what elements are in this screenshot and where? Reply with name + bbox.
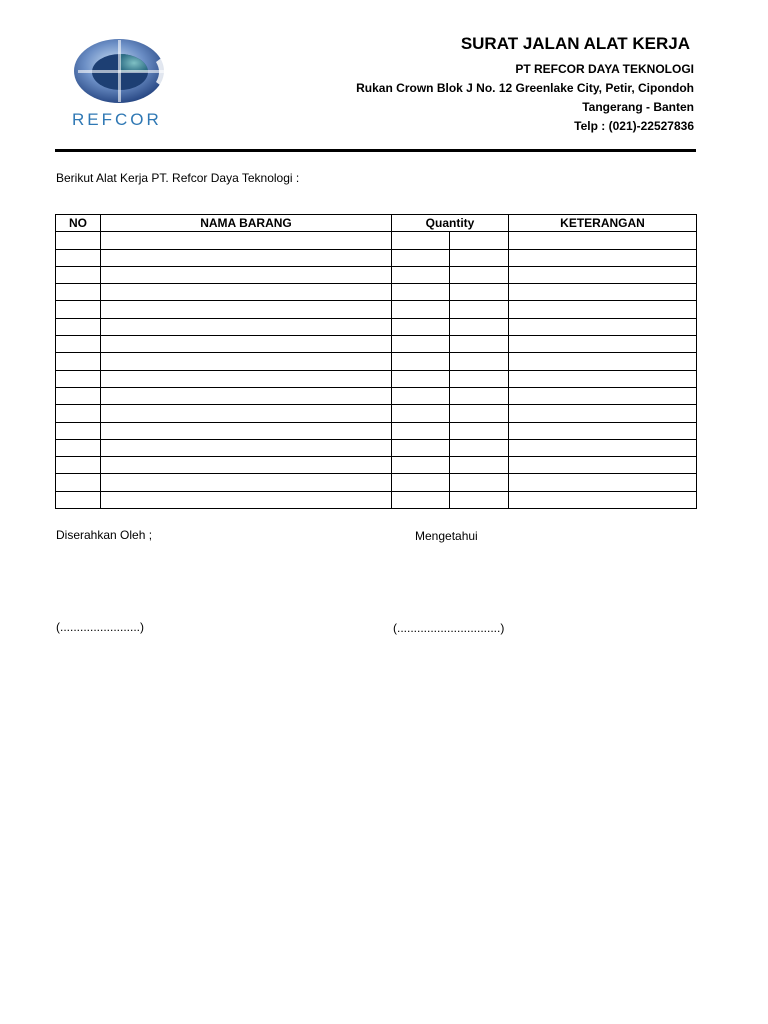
cell-quantity[interactable] xyxy=(392,249,450,266)
cell-no[interactable] xyxy=(56,353,101,370)
cell-no[interactable] xyxy=(56,457,101,474)
cell-nama-barang[interactable] xyxy=(101,491,392,508)
cell-keterangan[interactable] xyxy=(509,474,697,491)
cell-quantity-unit[interactable] xyxy=(450,422,509,439)
cell-nama-barang[interactable] xyxy=(101,474,392,491)
cell-keterangan[interactable] xyxy=(509,439,697,456)
cell-quantity[interactable] xyxy=(392,370,450,387)
table-row xyxy=(56,387,697,404)
cell-nama-barang[interactable] xyxy=(101,266,392,283)
cell-quantity-unit[interactable] xyxy=(450,301,509,318)
table-row xyxy=(56,370,697,387)
cell-no[interactable] xyxy=(56,266,101,283)
column-header-nama-barang: NAMA BARANG xyxy=(101,215,392,232)
cell-keterangan[interactable] xyxy=(509,353,697,370)
cell-keterangan[interactable] xyxy=(509,336,697,353)
cell-quantity-unit[interactable] xyxy=(450,405,509,422)
table-body xyxy=(56,232,697,509)
cell-keterangan[interactable] xyxy=(509,370,697,387)
cell-quantity-unit[interactable] xyxy=(450,491,509,508)
cell-nama-barang[interactable] xyxy=(101,353,392,370)
column-header-keterangan: KETERANGAN xyxy=(509,215,697,232)
cell-no[interactable] xyxy=(56,422,101,439)
cell-no[interactable] xyxy=(56,232,101,249)
cell-quantity[interactable] xyxy=(392,301,450,318)
cell-quantity-unit[interactable] xyxy=(450,370,509,387)
cell-keterangan[interactable] xyxy=(509,301,697,318)
cell-quantity-unit[interactable] xyxy=(450,387,509,404)
refcor-logo-icon xyxy=(70,36,168,110)
cell-keterangan[interactable] xyxy=(509,318,697,335)
cell-keterangan[interactable] xyxy=(509,232,697,249)
header-divider xyxy=(55,149,696,152)
cell-nama-barang[interactable] xyxy=(101,422,392,439)
cell-quantity-unit[interactable] xyxy=(450,232,509,249)
cell-quantity-unit[interactable] xyxy=(450,284,509,301)
cell-nama-barang[interactable] xyxy=(101,439,392,456)
table-row xyxy=(56,422,697,439)
items-table xyxy=(55,214,697,509)
table-row xyxy=(56,284,697,301)
cell-nama-barang[interactable] xyxy=(101,249,392,266)
cell-quantity[interactable] xyxy=(392,353,450,370)
table-row xyxy=(56,232,697,249)
cell-quantity-unit[interactable] xyxy=(450,336,509,353)
table-row xyxy=(56,457,697,474)
cell-nama-barang[interactable] xyxy=(101,301,392,318)
cell-nama-barang[interactable] xyxy=(101,232,392,249)
cell-nama-barang[interactable] xyxy=(101,284,392,301)
cell-no[interactable] xyxy=(56,249,101,266)
cell-no[interactable] xyxy=(56,474,101,491)
letterhead xyxy=(356,34,694,136)
table-row xyxy=(56,318,697,335)
table-row xyxy=(56,266,697,283)
table-row xyxy=(56,405,697,422)
cell-quantity-unit[interactable] xyxy=(450,318,509,335)
cell-quantity[interactable] xyxy=(392,457,450,474)
company-logo xyxy=(66,34,178,134)
cell-no[interactable] xyxy=(56,301,101,318)
cell-nama-barang[interactable] xyxy=(101,457,392,474)
table-row xyxy=(56,439,697,456)
cell-keterangan[interactable] xyxy=(509,405,697,422)
document-title: SURAT JALAN ALAT KERJA xyxy=(460,34,690,53)
cell-no[interactable] xyxy=(56,336,101,353)
company-address: Rukan Crown Blok J No. 12 Greenlake City, Petir, Cipondoh xyxy=(356,81,694,95)
cell-no[interactable] xyxy=(56,284,101,301)
acknowledged-by-label: Mengetahui xyxy=(415,529,478,543)
cell-no[interactable] xyxy=(56,387,101,404)
logo-text: REFCOR xyxy=(72,110,162,129)
cell-quantity-unit[interactable] xyxy=(450,266,509,283)
table-row xyxy=(56,301,697,318)
cell-no[interactable] xyxy=(56,405,101,422)
cell-quantity-unit[interactable] xyxy=(450,249,509,266)
table-row xyxy=(56,353,697,370)
handed-over-by-label: Diserahkan Oleh ; xyxy=(56,528,153,542)
cell-quantity[interactable] xyxy=(392,336,450,353)
cell-quantity-unit[interactable] xyxy=(450,457,509,474)
table-row xyxy=(56,491,697,508)
cell-quantity[interactable] xyxy=(392,491,450,508)
cell-no[interactable] xyxy=(56,491,101,508)
acknowledged-signature-line: (...............................) xyxy=(393,621,505,635)
column-header-no: NO xyxy=(56,215,101,232)
table-row xyxy=(56,474,697,491)
cell-quantity[interactable] xyxy=(392,232,450,249)
cell-quantity-unit[interactable] xyxy=(450,439,509,456)
cell-no[interactable] xyxy=(56,439,101,456)
cell-keterangan[interactable] xyxy=(509,422,697,439)
cell-quantity[interactable] xyxy=(392,474,450,491)
cell-nama-barang[interactable] xyxy=(101,370,392,387)
column-header-quantity: Quantity xyxy=(392,215,509,232)
table-row xyxy=(56,249,697,266)
cell-nama-barang[interactable] xyxy=(101,318,392,335)
company-name: PT REFCOR DAYA TEKNOLOGI xyxy=(515,62,694,76)
cell-keterangan[interactable] xyxy=(509,457,697,474)
handed-over-signature-line: (........................) xyxy=(56,620,145,634)
table-row xyxy=(56,336,697,353)
cell-keterangan[interactable] xyxy=(509,491,697,508)
cell-nama-barang[interactable] xyxy=(101,405,392,422)
cell-keterangan[interactable] xyxy=(509,249,697,266)
cell-no[interactable] xyxy=(56,318,101,335)
cell-keterangan[interactable] xyxy=(509,266,697,283)
cell-quantity[interactable] xyxy=(392,405,450,422)
cell-nama-barang[interactable] xyxy=(101,387,392,404)
cell-quantity[interactable] xyxy=(392,284,450,301)
cell-quantity[interactable] xyxy=(392,422,450,439)
cell-quantity-unit[interactable] xyxy=(450,474,509,491)
cell-keterangan[interactable] xyxy=(509,387,697,404)
company-phone: Telp : (021)-22527836 xyxy=(574,119,694,133)
company-city: Tangerang - Banten xyxy=(582,100,694,114)
cell-no[interactable] xyxy=(56,370,101,387)
cell-quantity[interactable] xyxy=(392,387,450,404)
cell-keterangan[interactable] xyxy=(509,284,697,301)
cell-quantity[interactable] xyxy=(392,439,450,456)
cell-quantity-unit[interactable] xyxy=(450,353,509,370)
table-header-row xyxy=(56,215,697,232)
cell-quantity[interactable] xyxy=(392,318,450,335)
cell-nama-barang[interactable] xyxy=(101,336,392,353)
intro-text: Berikut Alat Kerja PT. Refcor Daya Teknologi : xyxy=(56,171,300,185)
cell-quantity[interactable] xyxy=(392,266,450,283)
